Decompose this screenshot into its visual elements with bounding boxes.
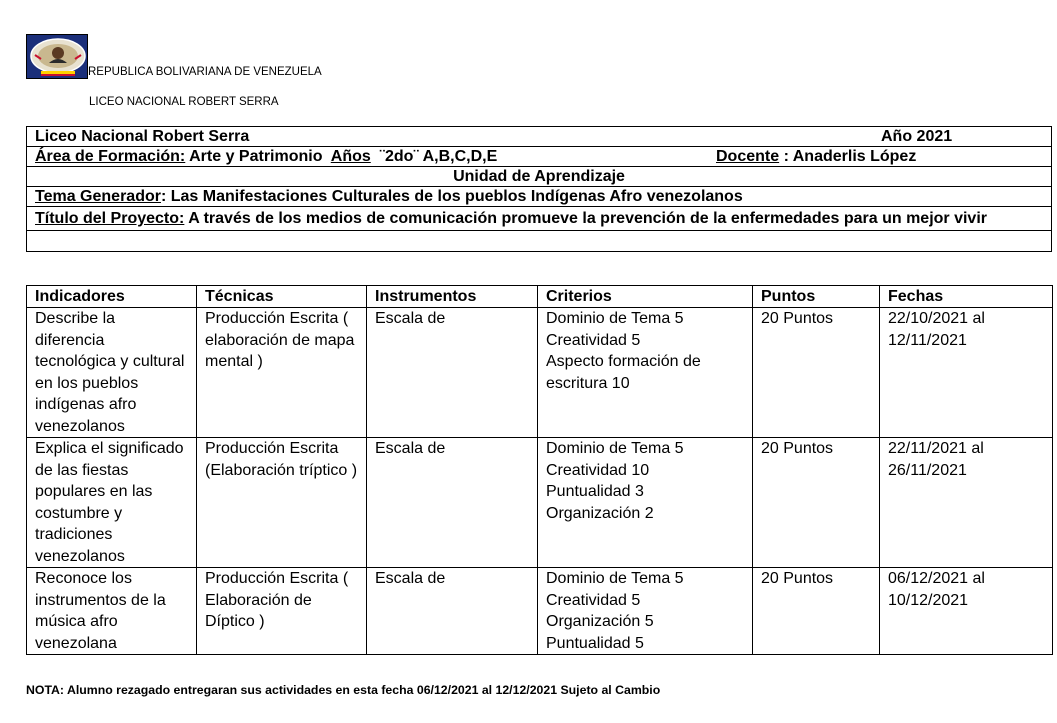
years-label: Años <box>330 148 371 165</box>
tecnica-cell: Producción Escrita ( Elaboración de Díptico ) <box>197 568 367 655</box>
fechas-cell: 22/10/2021 al 12/11/2021 <box>880 308 1053 438</box>
project-label: Título del Proyecto: <box>35 210 185 227</box>
theme-value: : Las Manifestaciones Culturales de los pueblos Indígenas Afro venezolanos <box>160 188 743 205</box>
instrumento-cell: Escala de <box>367 438 538 568</box>
table-row <box>27 308 1053 438</box>
instrumento-cell: Escala de <box>367 308 538 438</box>
indicador-cell: Describe la diferencia tecnológica y cultural en los pueblos indígenas afro venezolanos <box>27 308 197 438</box>
project-info-table <box>26 126 1052 252</box>
institution-row <box>27 127 1052 147</box>
project-row <box>27 207 1052 231</box>
unit-title: Unidad de Aprendizaje <box>27 167 1052 187</box>
unit-row <box>27 167 1052 187</box>
col-header-criterios: Criterios <box>538 286 753 308</box>
evaluation-table <box>26 285 1053 655</box>
teacher-value: : Anaderlis López <box>779 148 917 165</box>
tecnica-cell: Producción Escrita (Elaboración tríptico ) <box>197 438 367 568</box>
indicador-cell: Explica el significado de las fiestas populares en las costumbre y tradiciones venezolanos <box>27 438 197 568</box>
area-row <box>27 147 1052 167</box>
puntos-cell: 20 Puntos <box>753 568 880 655</box>
col-header-puntos: Puntos <box>753 286 880 308</box>
theme-label: Tema Generador <box>35 188 161 205</box>
seal-icon <box>27 35 88 79</box>
area-label: Área de Formación: <box>35 148 186 165</box>
table-row <box>27 568 1053 655</box>
school-logo <box>26 34 88 79</box>
theme-row <box>27 187 1052 207</box>
criterios-cell: Dominio de Tema 5 Creatividad 5 Aspecto formación de escritura 10 <box>538 308 753 438</box>
col-header-tecnicas: Técnicas <box>197 286 367 308</box>
evaluation-header-row <box>27 286 1053 308</box>
area-value: Arte y Patrimonio <box>185 148 331 165</box>
puntos-cell: 20 Puntos <box>753 438 880 568</box>
project-value: A través de los medios de comunicación promueve la prevención de la enfermedades para un mejor vivir <box>184 210 987 227</box>
institution-name: Liceo Nacional Robert Serra <box>35 128 250 145</box>
year-label: Año 2021 <box>881 128 953 145</box>
col-header-fechas: Fechas <box>880 286 1053 308</box>
fechas-cell: 06/12/2021 al 10/12/2021 <box>880 568 1053 655</box>
fechas-cell: 22/11/2021 al 26/11/2021 <box>880 438 1053 568</box>
school-name: LICEO NACIONAL ROBERT SERRA <box>89 96 279 108</box>
col-header-instrumentos: Instrumentos <box>367 286 538 308</box>
footer-note: NOTA: Alumno rezagado entregaran sus actividades en esta fecha 06/12/2021 al 12/12/2021 Sujeto al Cambio <box>26 683 661 697</box>
years-value: ¨2do¨ A,B,C,D,E <box>370 148 498 165</box>
table-row <box>27 438 1053 568</box>
criterios-cell: Dominio de Tema 5 Creatividad 10 Puntualidad 3 Organización 2 <box>538 438 753 568</box>
country-name: REPUBLICA BOLIVARIANA DE VENEZUELA <box>88 66 322 78</box>
empty-row <box>27 231 1052 252</box>
criterios-cell: Dominio de Tema 5 Creatividad 5 Organización 5 Puntualidad 5 <box>538 568 753 655</box>
indicador-cell: Reconoce los instrumentos de la música afro venezolana <box>27 568 197 655</box>
puntos-cell: 20 Puntos <box>753 308 880 438</box>
tecnica-cell: Producción Escrita ( elaboración de mapa mental ) <box>197 308 367 438</box>
teacher-label: Docente <box>716 148 780 165</box>
instrumento-cell: Escala de <box>367 568 538 655</box>
col-header-indicadores: Indicadores <box>27 286 197 308</box>
